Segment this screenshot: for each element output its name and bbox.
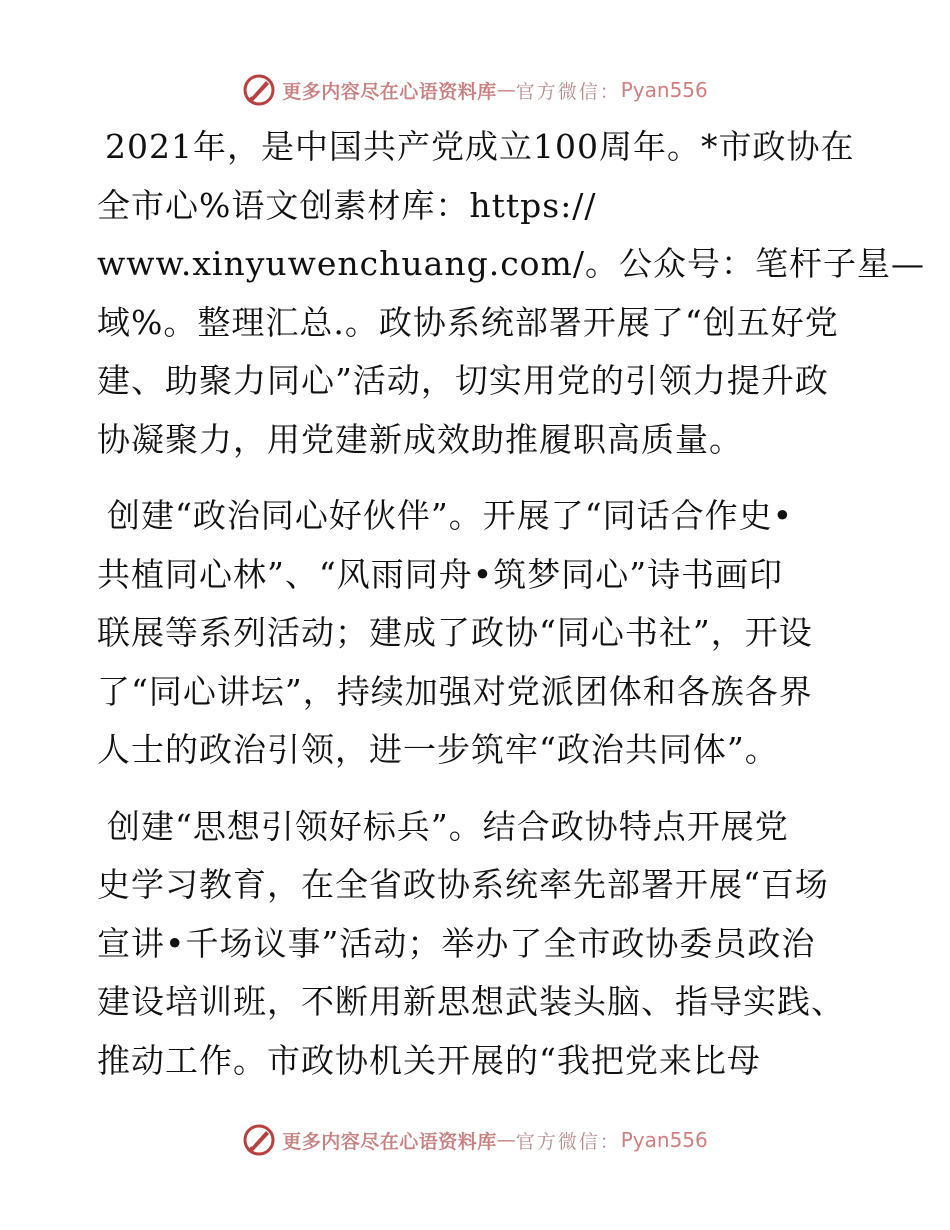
header-watermark bbox=[0, 70, 950, 110]
watermark-wechat-id: Pyan556 bbox=[620, 78, 708, 102]
paragraph-intro bbox=[97, 118, 925, 469]
watermark-dash: — bbox=[496, 79, 516, 101]
text-line: 推动工作。市政协机关开展的“我把党来比母 bbox=[97, 1040, 761, 1080]
footer-watermark bbox=[0, 1120, 950, 1160]
text-line: 共植同心林”、“风雨同舟•筑梦同心”诗书画印 bbox=[97, 554, 784, 594]
text-line: 建、助聚力同心”活动，切实用党的引领力提升政 bbox=[97, 361, 829, 400]
watermark-wechat-id: Pyan556 bbox=[620, 1128, 708, 1152]
watermark-label: 官方微信： bbox=[515, 80, 621, 103]
text-line: 建设培训班，不断用新思想武装头脑、指导实践、 bbox=[97, 982, 845, 1021]
paragraph-political-partner bbox=[97, 487, 857, 780]
watermark-dash: — bbox=[496, 1129, 516, 1151]
quill-logo-icon bbox=[242, 1123, 276, 1157]
text-line: 宣讲•千场议事”活动；举办了全市政协委员政治 bbox=[97, 923, 816, 963]
document-body bbox=[97, 118, 925, 1108]
text-line: 了“同心讲坛”，持续加强对党派团体和各族各界 bbox=[97, 671, 813, 711]
watermark-title: 更多内容尽在心语资料库 bbox=[282, 80, 497, 103]
quill-logo-icon bbox=[242, 73, 276, 107]
text-line: 联展等系列活动；建成了政协“同心书社”，开设 bbox=[97, 613, 813, 652]
text-line: 创建“思想引领好标兵”。结合政协特点开展党 bbox=[107, 806, 789, 846]
text-line: www.xinyuwenchuang.com/。公众号：笔杆子星— bbox=[97, 244, 925, 283]
text-line: 人士的政治引领，进一步筑牢“政治共同体”。 bbox=[97, 730, 779, 769]
text-line: 创建“政治同心好伙伴”。开展了“同话合作史• bbox=[107, 496, 794, 535]
watermark-title: 更多内容尽在心语资料库 bbox=[282, 1130, 497, 1153]
text-line: 2021年，是中国共产党成立100周年。*市政协在 bbox=[105, 127, 855, 166]
paragraph-ideological-model bbox=[97, 798, 857, 1091]
text-line: 全市心%语文创素材库：https:// bbox=[97, 185, 597, 225]
text-line: 域%。整理汇总.。政协系统部署开展了“创五好党 bbox=[97, 302, 839, 342]
text-line: 史学习教育，在全省政协系统率先部署开展“百场 bbox=[97, 865, 829, 904]
watermark-label: 官方微信： bbox=[515, 1130, 621, 1153]
text-line: 协凝聚力，用党建新成效助推履职高质量。 bbox=[97, 419, 743, 459]
